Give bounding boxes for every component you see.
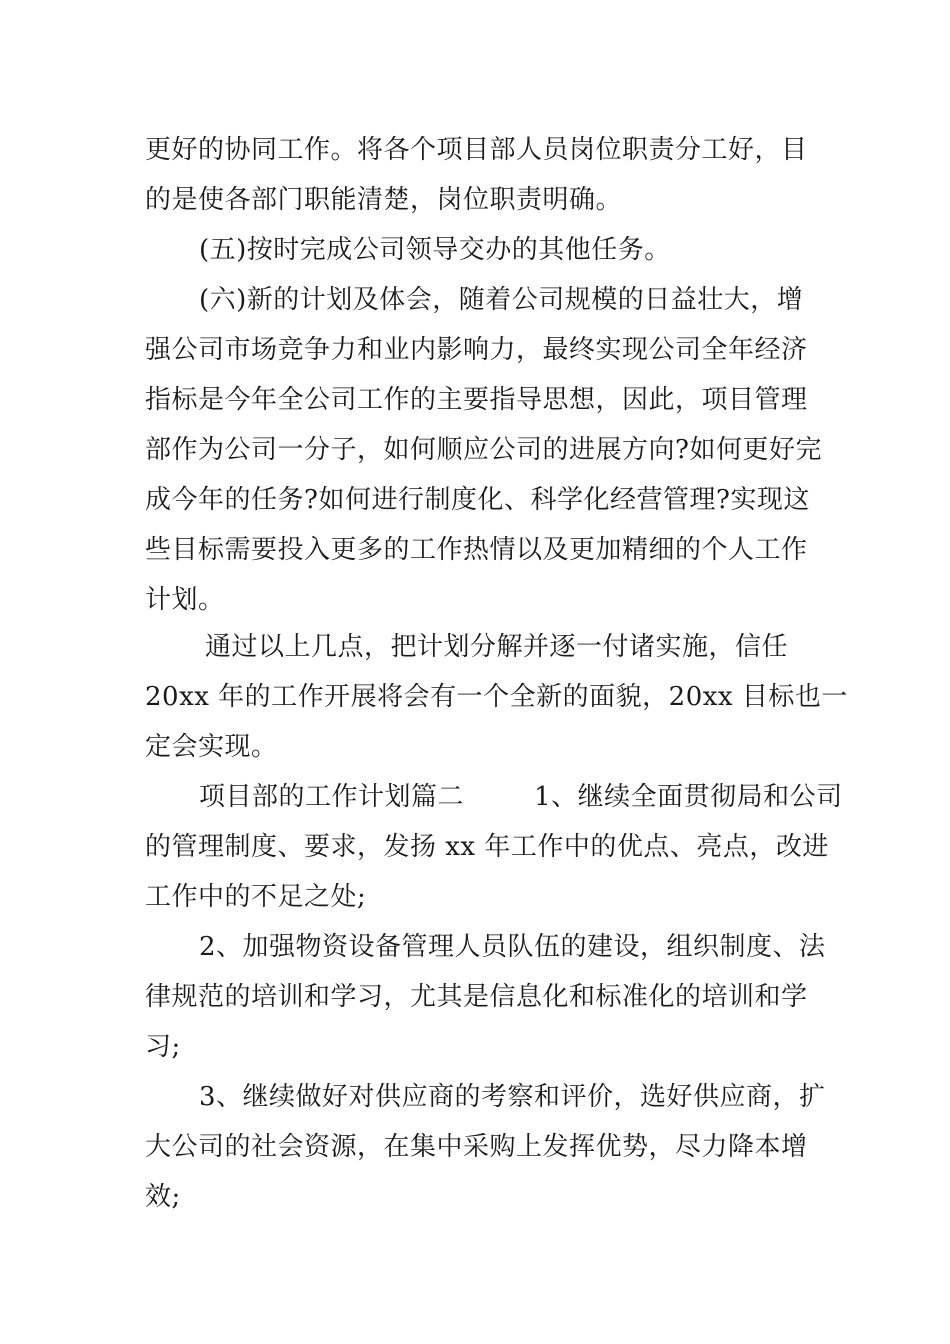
text-line: 效; bbox=[145, 1182, 181, 1212]
text-line: 工作中的不足之处; bbox=[145, 882, 367, 912]
text-line: 部作为公司一分子，如何顺应公司的进展方向?如何更好完 bbox=[145, 435, 822, 465]
text-line: 项目部的工作计划篇二 1、继续全面贯彻局和公司 bbox=[199, 782, 843, 812]
text-line: 些目标需要投入更多的工作热情以及更加精细的个人工作 bbox=[145, 535, 808, 565]
text-line: 的是使各部门职能清楚，岗位职责明确。 bbox=[145, 185, 623, 215]
text-line: 指标是今年全公司工作的主要指导思想，因此，项目管理 bbox=[145, 385, 808, 415]
text-line: 律规范的培训和学习，尤其是信息化和标准化的培训和学 bbox=[145, 982, 808, 1012]
text-line: 更好的协同工作。将各个项目部人员岗位职责分工好，目 bbox=[145, 135, 808, 165]
text-line: (六)新的计划及体会，随着公司规模的日益壮大，增 bbox=[199, 285, 804, 315]
text-line: 20xx 年的工作开展将会有一个全新的面貌，20xx 目标也一 bbox=[145, 682, 848, 712]
text-line: 计划。 bbox=[145, 585, 225, 615]
text-line: 3、继续做好对供应商的考察和评价，选好供应商，扩 bbox=[199, 1082, 826, 1112]
text-line: 的管理制度、要求，发扬 xx 年工作中的优点、亮点，改进 bbox=[145, 832, 829, 862]
text-line: (五)按时完成公司领导交办的其他任务。 bbox=[199, 235, 671, 265]
text-line: 通过以上几点，把计划分解并逐一付诸实施，信任 bbox=[205, 632, 789, 662]
text-line: 习; bbox=[145, 1032, 181, 1062]
text-line: 大公司的社会资源，在集中采购上发挥优势，尽力降本增 bbox=[145, 1132, 808, 1162]
text-line: 强公司市场竞争力和业内影响力，最终实现公司全年经济 bbox=[145, 335, 808, 365]
text-line: 定会实现。 bbox=[145, 732, 278, 762]
text-line: 成今年的任务?如何进行制度化、科学化经营管理?实现这 bbox=[145, 485, 810, 515]
text-line: 2、加强物资设备管理人员队伍的建设，组织制度、法 bbox=[199, 932, 826, 962]
